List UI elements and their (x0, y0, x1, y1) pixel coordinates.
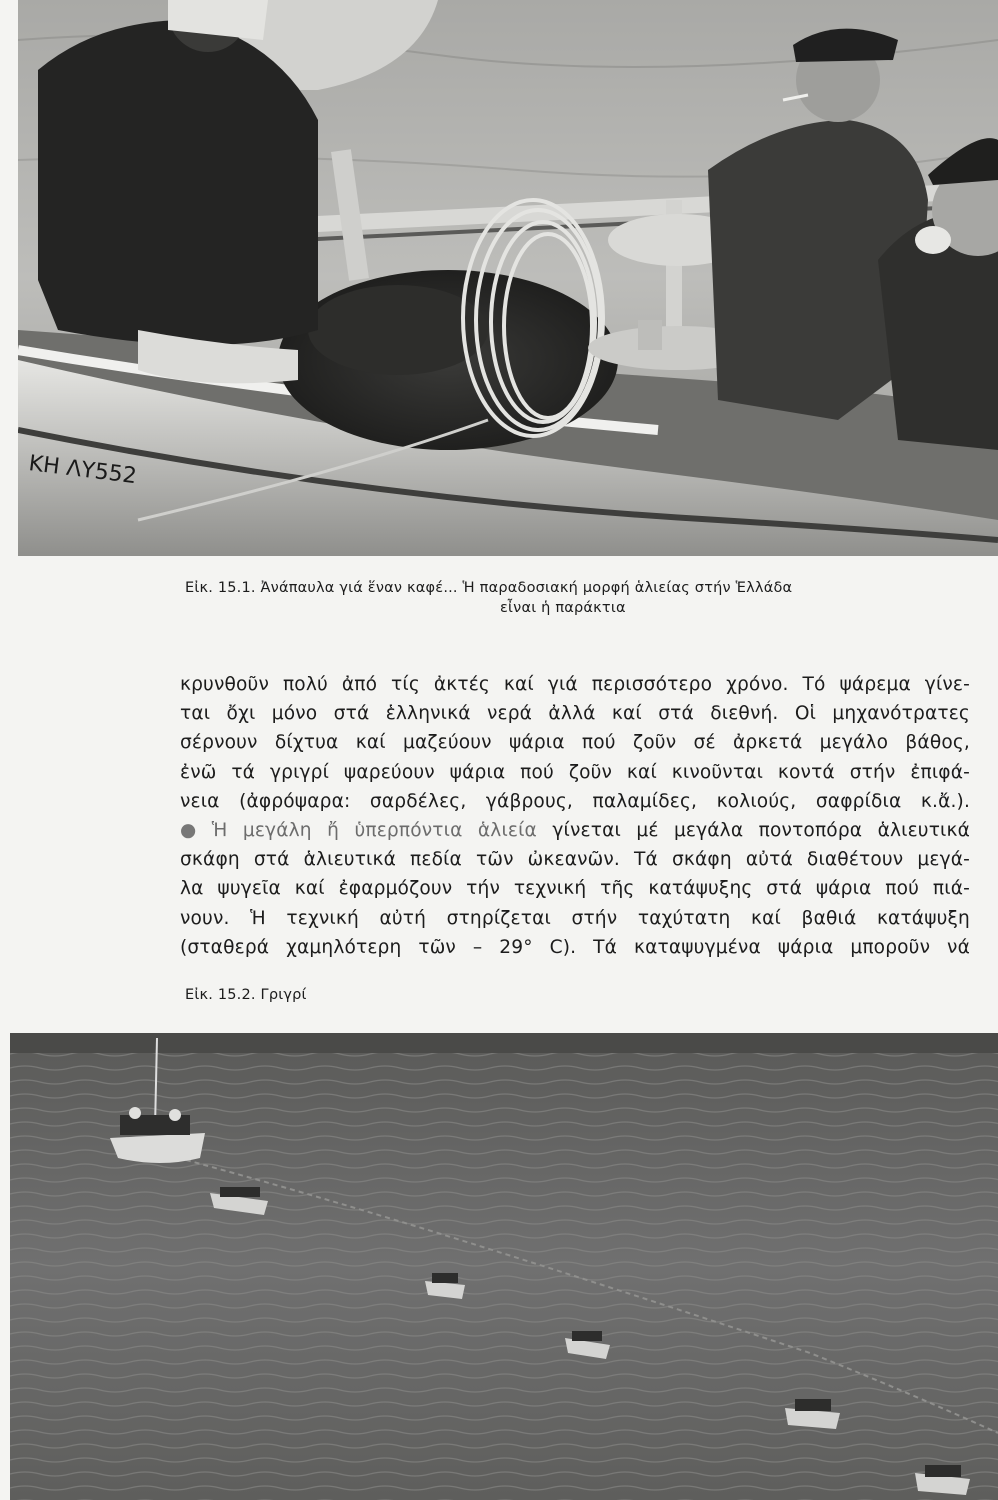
text-line: ται ὄχι μόνο στά ἑλληνικά νερά ἀλλά καί στά διεθνή. Οἱ μηχανότρατες (180, 703, 970, 725)
figure-2-caption (185, 985, 985, 1005)
figure-1-label: Εἰκ. 15.1. (185, 580, 256, 596)
bullet-icon: ● (180, 820, 206, 842)
body-paragraph (180, 670, 970, 962)
text-line: λα ψυγεῖα καί ἐφαρμόζουν τήν τεχνική τῆς κατάψυξης στά ψάρια πού πιά- (180, 878, 970, 900)
grigri-boats-photo (10, 1033, 998, 1500)
figure-1-caption-line2: εἶναι ἡ παράκτια (500, 600, 626, 616)
fishermen-boat-photo (18, 0, 998, 556)
text-line: σέρνουν δίχτυα καί μαζεύουν ψάρια πού ζοῦν σέ ἀρκετά μεγάλο βάθος, (180, 732, 970, 754)
text-line: νουν. Ἡ τεχνική αὐτή στηρίζεται στήν ταχύτατη καί βαθιά κατάψυξη (180, 907, 970, 929)
text-line: ἐνῶ τά γριγρί ψαρεύουν ψάρια πού ζοῦν καί κινοῦνται κοντά στήν ἐπιφά- (180, 761, 970, 783)
text-line: σκάφη στά ἁλιευτικά πεδία τῶν ὠκεανῶν. Τά σκάφη αὐτά διαθέτουν μεγά- (180, 849, 970, 871)
text-line: κρυνθοῦν πολύ ἀπό τίς ἀκτές καί γιά περισσότερο χρόνο. Τό ψάρεμα γίνε- (180, 674, 970, 695)
text-line-highlight (180, 816, 970, 845)
text-line: νεια (ἀφρόψαρα: σαρδέλες, γάβρους, παλαμίδες, κολιούς, σαφρίδια κ.ἄ.). (180, 790, 970, 812)
figure-2-caption-text: Γριγρί (260, 987, 307, 1003)
figure-1-caption (185, 578, 985, 618)
highlight-term: Ἡ μεγάλη ἤ ὑπερπόντια ἁλιεία (211, 820, 537, 842)
figure-1-caption-text: Ἀνάπαυλα γιά ἕναν καφέ... Ἡ παραδοσιακή μορφή ἁλιείας στήν Ἑλλάδα (260, 580, 793, 596)
figure-2-label: Εἰκ. 15.2. (185, 987, 256, 1003)
highlight-rest: γίνεται μέ μεγάλα ποντοπόρα ἁλιευτικά (552, 820, 971, 842)
text-line: (σταθερά χαμηλότερη τῶν – 29° C). Τά καταψυγμένα ψάρια μποροῦν νά (180, 936, 970, 958)
boat-registration: ΚΗ ΛΥ552 (27, 451, 138, 490)
